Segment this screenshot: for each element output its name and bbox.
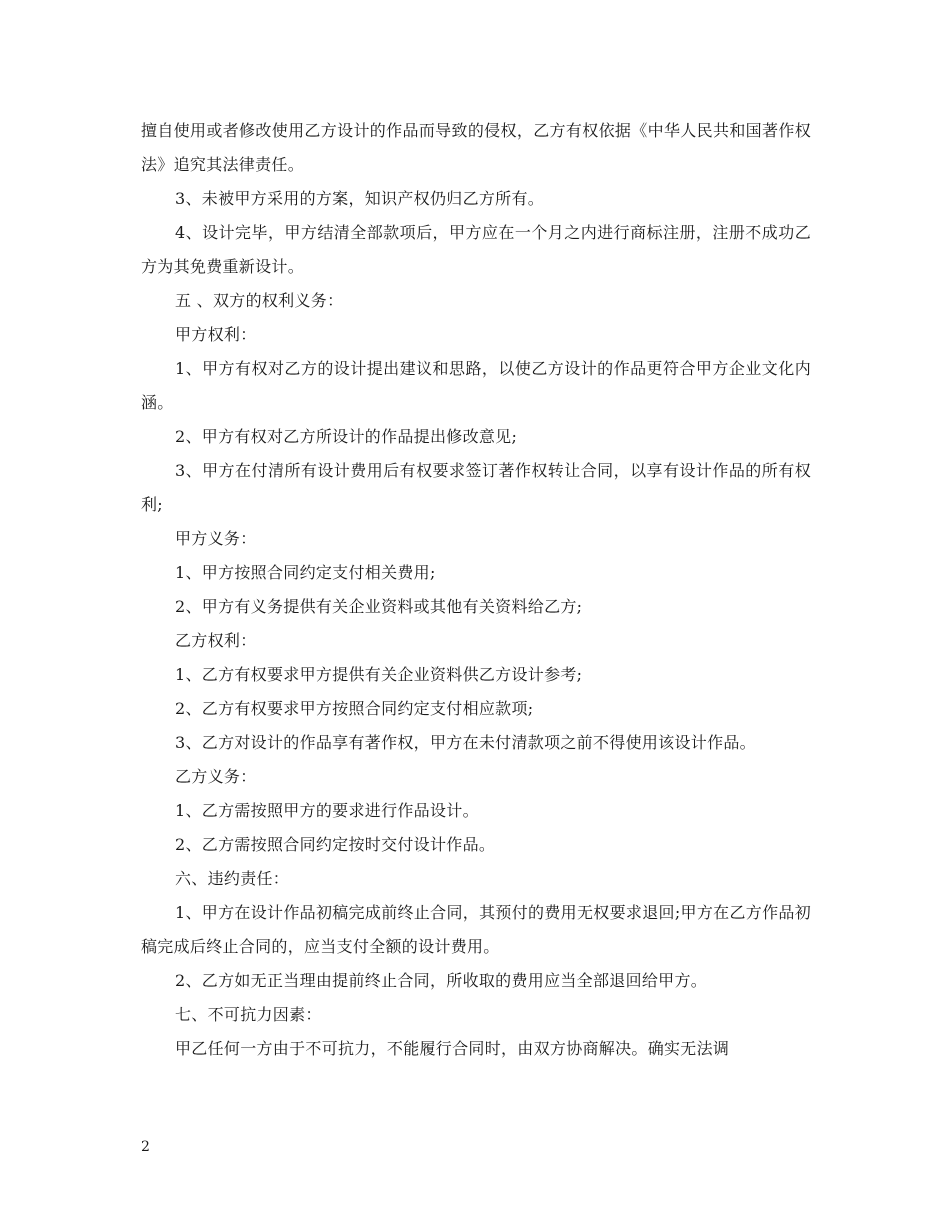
section-heading: 五 、双方的权利义务： — [175, 291, 344, 310]
subsection-heading: 甲方义务： — [175, 529, 257, 548]
paragraph: 4、设计完毕，甲方结清全部款项后，甲方应在一个月之内进行商标注册，注册不成功乙方为其免费重新设计。 — [141, 223, 811, 276]
paragraph: 2、甲方有权对乙方所设计的作品提出修改意见; — [175, 427, 518, 446]
subsection-heading: 甲方权利： — [175, 325, 257, 344]
paragraph: 2、甲方有义务提供有关企业资料或其他有关资料给乙方; — [175, 597, 583, 616]
paragraph: 1、甲方在设计作品初稿完成前终止合同，其预付的费用无权要求退回;甲方在乙方作品初稿完成后终止合同的，应当支付全额的设计费用。 — [141, 903, 811, 956]
paragraph: 3、未被甲方采用的方案，知识产权仍归乙方所有。 — [175, 189, 545, 208]
section-heading: 七、不可抗力因素： — [175, 1005, 322, 1024]
paragraph: 3、甲方在付清所有设计费用后有权要求签订著作权转让合同，以享有设计作品的所有权利; — [141, 461, 811, 514]
document-body — [141, 114, 811, 1066]
paragraph: 3、乙方对设计的作品享有著作权，甲方在未付清款项之前不得使用该设计作品。 — [175, 733, 756, 752]
page-number: 2 — [141, 1139, 150, 1155]
paragraph: 2、乙方有权要求甲方按照合同约定支付相应款项; — [175, 699, 534, 718]
paragraph: 擅自使用或者修改使用乙方设计的作品而导致的侵权，乙方有权依据《中华人民共和国著作权法》追究其法律责任。 — [141, 121, 811, 174]
paragraph: 2、乙方如无正当理由提前终止合同，所收取的费用应当全部退回给甲方。 — [175, 971, 708, 990]
paragraph: 甲乙任何一方由于不可抗力，不能履行合同时，由双方协商解决。确实无法调 — [175, 1039, 730, 1058]
paragraph: 1、甲方按照合同约定支付相关费用; — [175, 563, 436, 582]
paragraph: 1、甲方有权对乙方的设计提出建议和思路，以使乙方设计的作品更符合甲方企业文化内涵。 — [141, 359, 811, 412]
paragraph: 1、乙方需按照甲方的要求进行作品设计。 — [175, 801, 479, 820]
section-heading: 六、违约责任： — [175, 869, 290, 888]
paragraph: 1、乙方有权要求甲方提供有关企业资料供乙方设计参考; — [175, 665, 583, 684]
paragraph: 2、乙方需按照合同约定按时交付设计作品。 — [175, 835, 496, 854]
subsection-heading: 乙方权利： — [175, 631, 257, 650]
subsection-heading: 乙方义务： — [175, 767, 257, 786]
